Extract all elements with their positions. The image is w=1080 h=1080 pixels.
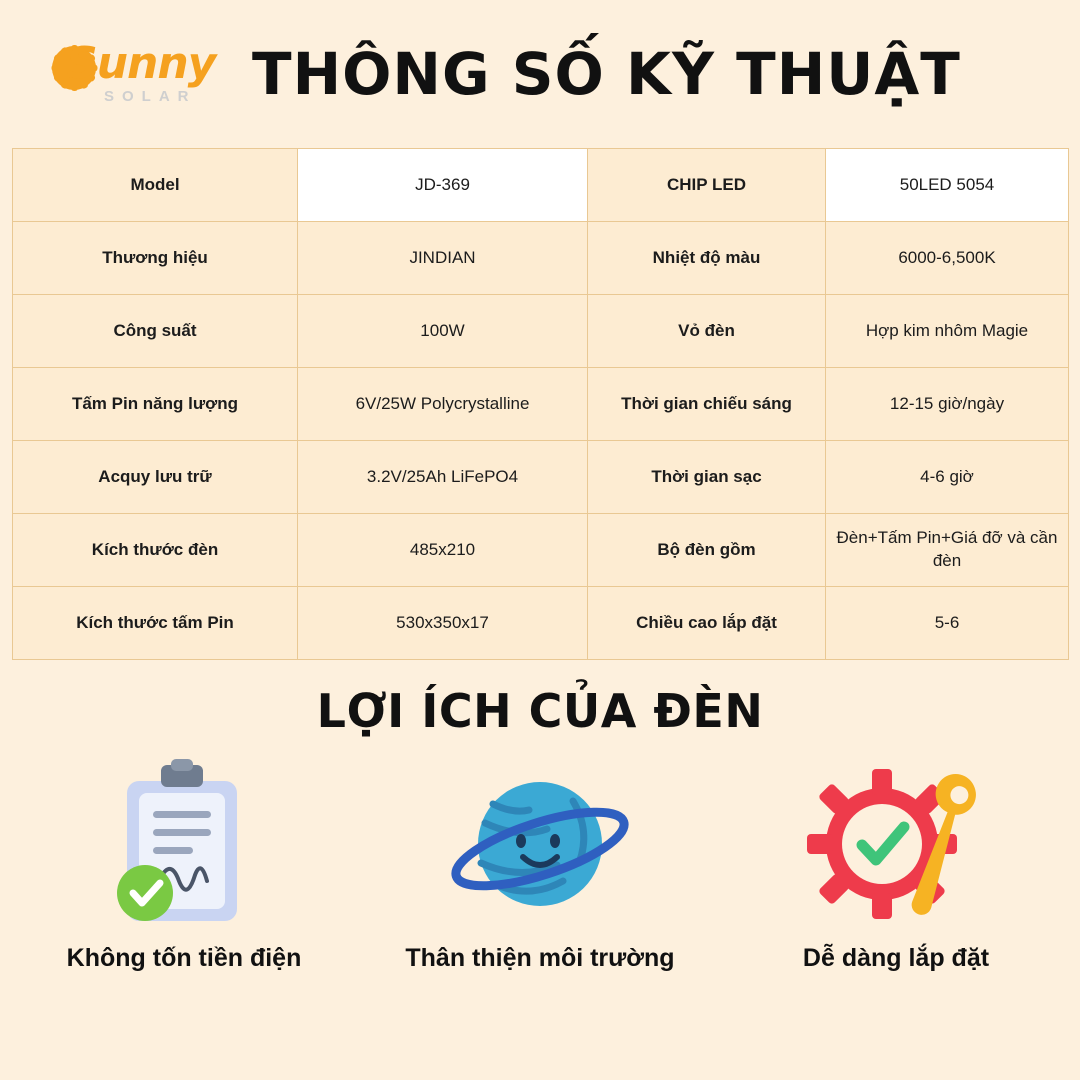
page-title: THÔNG SỐ KỸ THUẬT — [252, 40, 961, 108]
page-header — [0, 0, 1080, 148]
spec-label: CHIP LED — [588, 149, 826, 222]
spec-label: Thời gian sạc — [588, 441, 826, 514]
table-body — [13, 149, 1069, 660]
table-row — [13, 149, 1069, 222]
spec-label: Vỏ đèn — [588, 295, 826, 368]
spec-value: JINDIAN — [298, 222, 588, 295]
table-row — [13, 222, 1069, 295]
spec-value: Hợp kim nhôm Magie — [826, 295, 1069, 368]
spec-label: Kích thước tấm Pin — [13, 587, 298, 660]
clipboard-check-icon — [24, 756, 344, 936]
benefit-item-no-electricity-cost — [24, 756, 344, 973]
spec-value: 12-15 giờ/ngày — [826, 368, 1069, 441]
spec-label: Thương hiệu — [13, 222, 298, 295]
spec-label: Nhiệt độ màu — [588, 222, 826, 295]
table-row — [13, 514, 1069, 587]
benefits-list — [0, 756, 1080, 973]
spec-label: Tấm Pin năng lượng — [13, 368, 298, 441]
brand-logo — [18, 12, 228, 137]
benefit-label: Thân thiện môi trường — [405, 944, 675, 972]
planet-smile-icon — [380, 756, 700, 936]
benefit-item-easy-install — [736, 756, 1056, 973]
specifications-table — [12, 148, 1069, 660]
spec-value: 50LED 5054 — [826, 149, 1069, 222]
spec-label: Chiều cao lắp đặt — [588, 587, 826, 660]
spec-value: Đèn+Tấm Pin+Giá đỡ và cần đèn — [826, 514, 1069, 587]
spec-label: Acquy lưu trữ — [13, 441, 298, 514]
spec-label: Model — [13, 149, 298, 222]
spec-value: 5-6 — [826, 587, 1069, 660]
spec-label: Bộ đèn gồm — [588, 514, 826, 587]
benefit-item-eco-friendly — [380, 756, 700, 973]
spec-value: 485x210 — [298, 514, 588, 587]
brand-name: Sunny — [66, 37, 216, 89]
benefits-title: LỢI ÍCH CỦA ĐÈN — [316, 684, 764, 738]
brand-tagline: SOLAR — [104, 87, 197, 105]
spec-value: 6V/25W Polycrystalline — [298, 368, 588, 441]
benefit-label: Không tốn tiền điện — [66, 944, 302, 972]
table-row — [13, 441, 1069, 514]
spec-value: 530x350x17 — [298, 587, 588, 660]
spec-label: Thời gian chiếu sáng — [588, 368, 826, 441]
spec-label: Kích thước đèn — [13, 514, 298, 587]
spec-value: JD-369 — [298, 149, 588, 222]
gear-wrench-check-icon — [736, 756, 1056, 936]
spec-value: 3.2V/25Ah LiFePO4 — [298, 441, 588, 514]
benefit-label: Dễ dàng lắp đặt — [802, 944, 990, 972]
table-row — [13, 368, 1069, 441]
spec-label: Công suất — [13, 295, 298, 368]
table-row — [13, 587, 1069, 660]
table-row — [13, 295, 1069, 368]
spec-value: 100W — [298, 295, 588, 368]
spec-value: 6000-6,500K — [826, 222, 1069, 295]
spec-value: 4-6 giờ — [826, 441, 1069, 514]
